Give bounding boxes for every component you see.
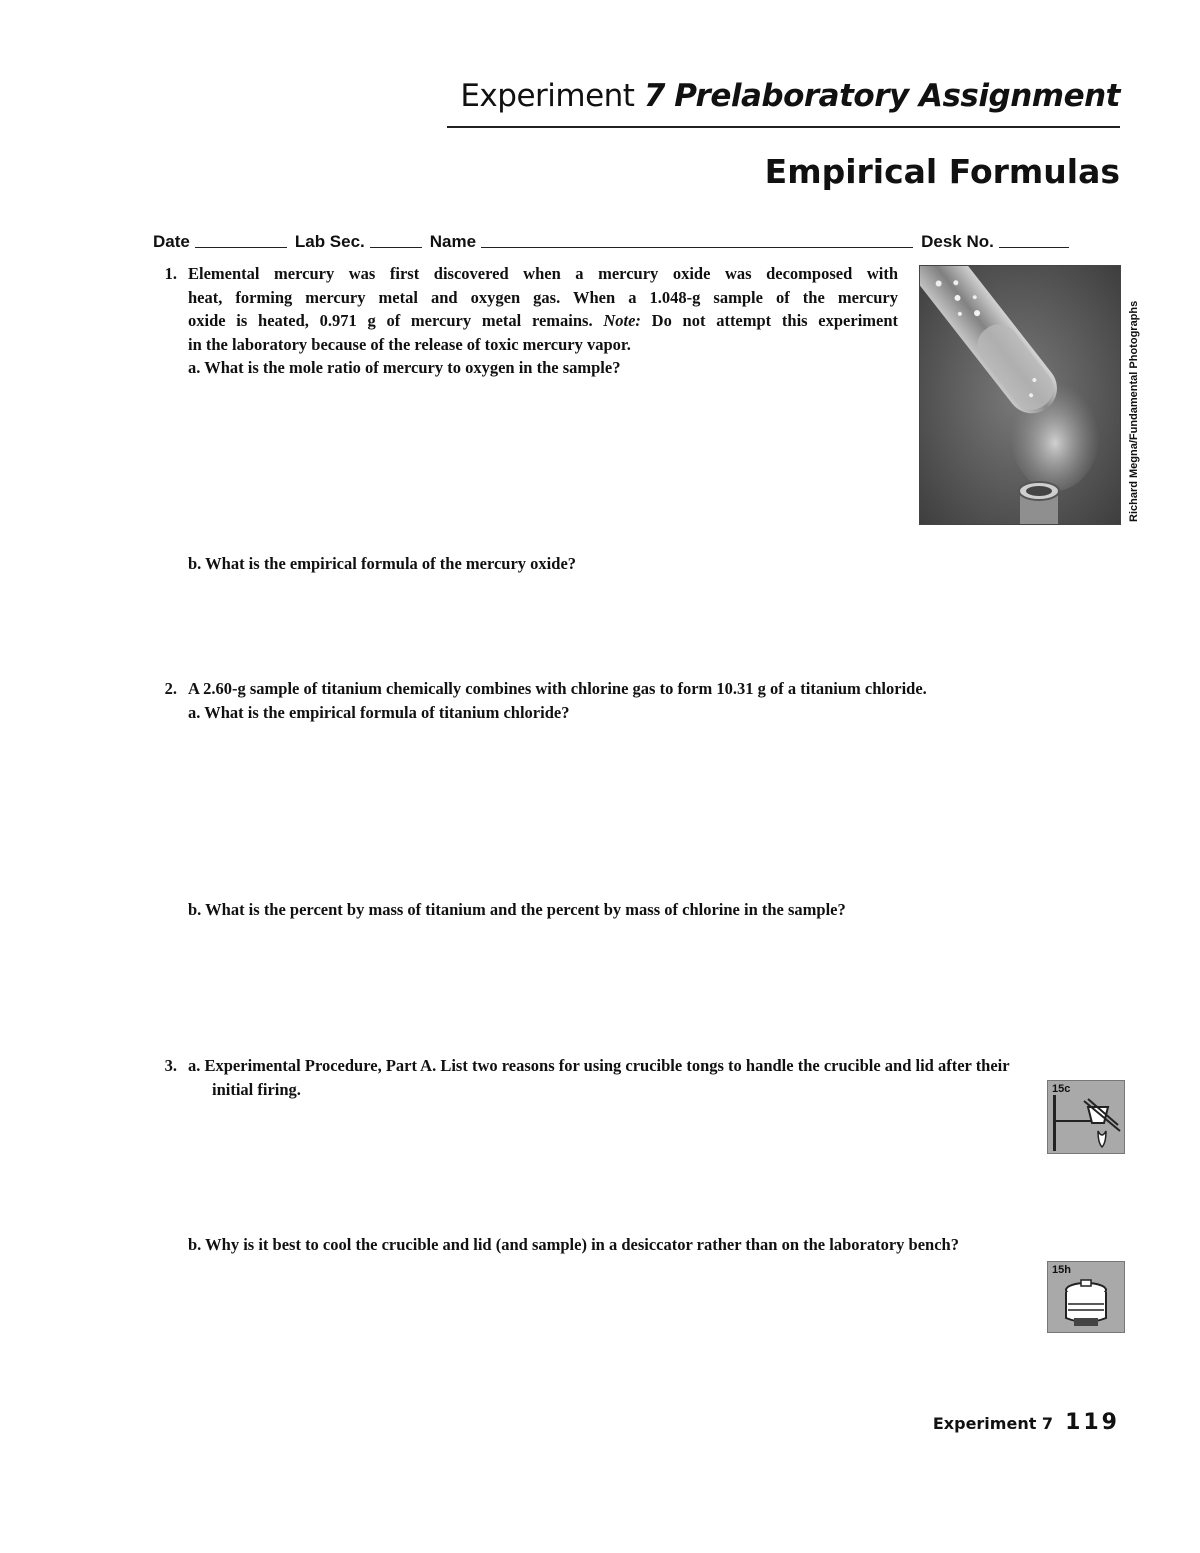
q2-part-a [188,701,1120,725]
experiment-number: 7 [643,78,665,114]
date-field[interactable] [195,247,287,248]
technique-label: 15h [1052,1264,1071,1276]
technique-label: 15c [1052,1083,1071,1095]
assignment-title: Prelaboratory Assignment [674,78,1120,114]
question-number: 2. [164,679,177,698]
note-text: Do not attempt this experiment [651,311,899,330]
name-label: Name [429,232,477,251]
q1-part-b [188,552,576,576]
experiment-title [447,78,1120,114]
technique-icon-15c [1047,1080,1125,1154]
q2-part-b [188,898,846,922]
question-2 [153,677,1120,724]
page-footer [933,1410,1120,1435]
page-subtitle: Empirical Formulas [764,152,1120,191]
q3-part-a [188,1054,1120,1078]
q1-line-with-note [188,309,898,333]
mercury-oxide-heating-photo [919,265,1121,525]
student-info-line [153,226,1120,252]
note-label: Note: [603,311,641,330]
experiment-word: Experiment [460,78,635,114]
q1-line: in the laboratory because of the release of toxic mercury vapor. [188,334,631,354]
part-label: a. [188,358,201,377]
q1-line: heat, forming mercury metal and oxygen gas. When a 1.048-g sample of the mercury [188,287,898,307]
q2-stem: A 2.60-g sample of titanium chemically combines with chlorine gas to form 10.31 g of a titanium chloride. [188,679,927,698]
photo-credit: Richard Megna/Fundamental Photographs [1128,300,1140,522]
part-text: What is the mole ratio of mercury to oxygen in the sample? [204,358,621,377]
part-label: a. [188,702,201,722]
question-3 [153,1054,1120,1101]
name-field[interactable] [481,247,913,248]
part-text: What is the empirical formula of the mercury oxide? [205,554,577,573]
date-label: Date [153,232,190,251]
part-label: a. [188,1056,201,1075]
desk-no-field[interactable] [999,247,1069,248]
question-number: 3. [164,1056,177,1075]
page-number: 119 [1065,1410,1120,1435]
q1-line: Elemental mercury was first discovered when a mercury oxide was decomposed with [188,264,898,283]
part-label: b. [188,1235,202,1254]
part-text: Why is it best to cool the crucible and lid (and sample) in a desiccator rather than on the laboratory bench? [205,1235,959,1254]
q3-part-b [188,1233,959,1257]
part-text: Experimental Procedure, Part A. List two reasons for using crucible tongs to handle the crucible and lid after their [204,1056,1010,1075]
header-rule [447,126,1120,128]
q1-line: oxide is heated, 0.971 g of mercury metal remains. [188,311,593,330]
footer-experiment-label: Experiment 7 [932,1414,1054,1433]
desk-no-label: Desk No. [921,232,994,251]
part-text: What is the percent by mass of titanium and the percent by mass of chlorine in the sample? [205,900,846,919]
question-number: 1. [164,264,177,283]
lab-sec-field[interactable] [370,247,422,248]
question-1 [153,262,898,380]
technique-icon-15h [1047,1261,1125,1333]
q1-part-a [188,356,898,380]
part-text: What is the empirical formula of titanium chloride? [204,702,570,722]
part-label: b. [188,554,202,573]
part-label: b. [188,900,202,919]
lab-sec-label: Lab Sec. [294,232,365,251]
q3-part-a-continued: initial firing. [212,1079,301,1099]
test-tube-burner-image [920,266,1120,524]
